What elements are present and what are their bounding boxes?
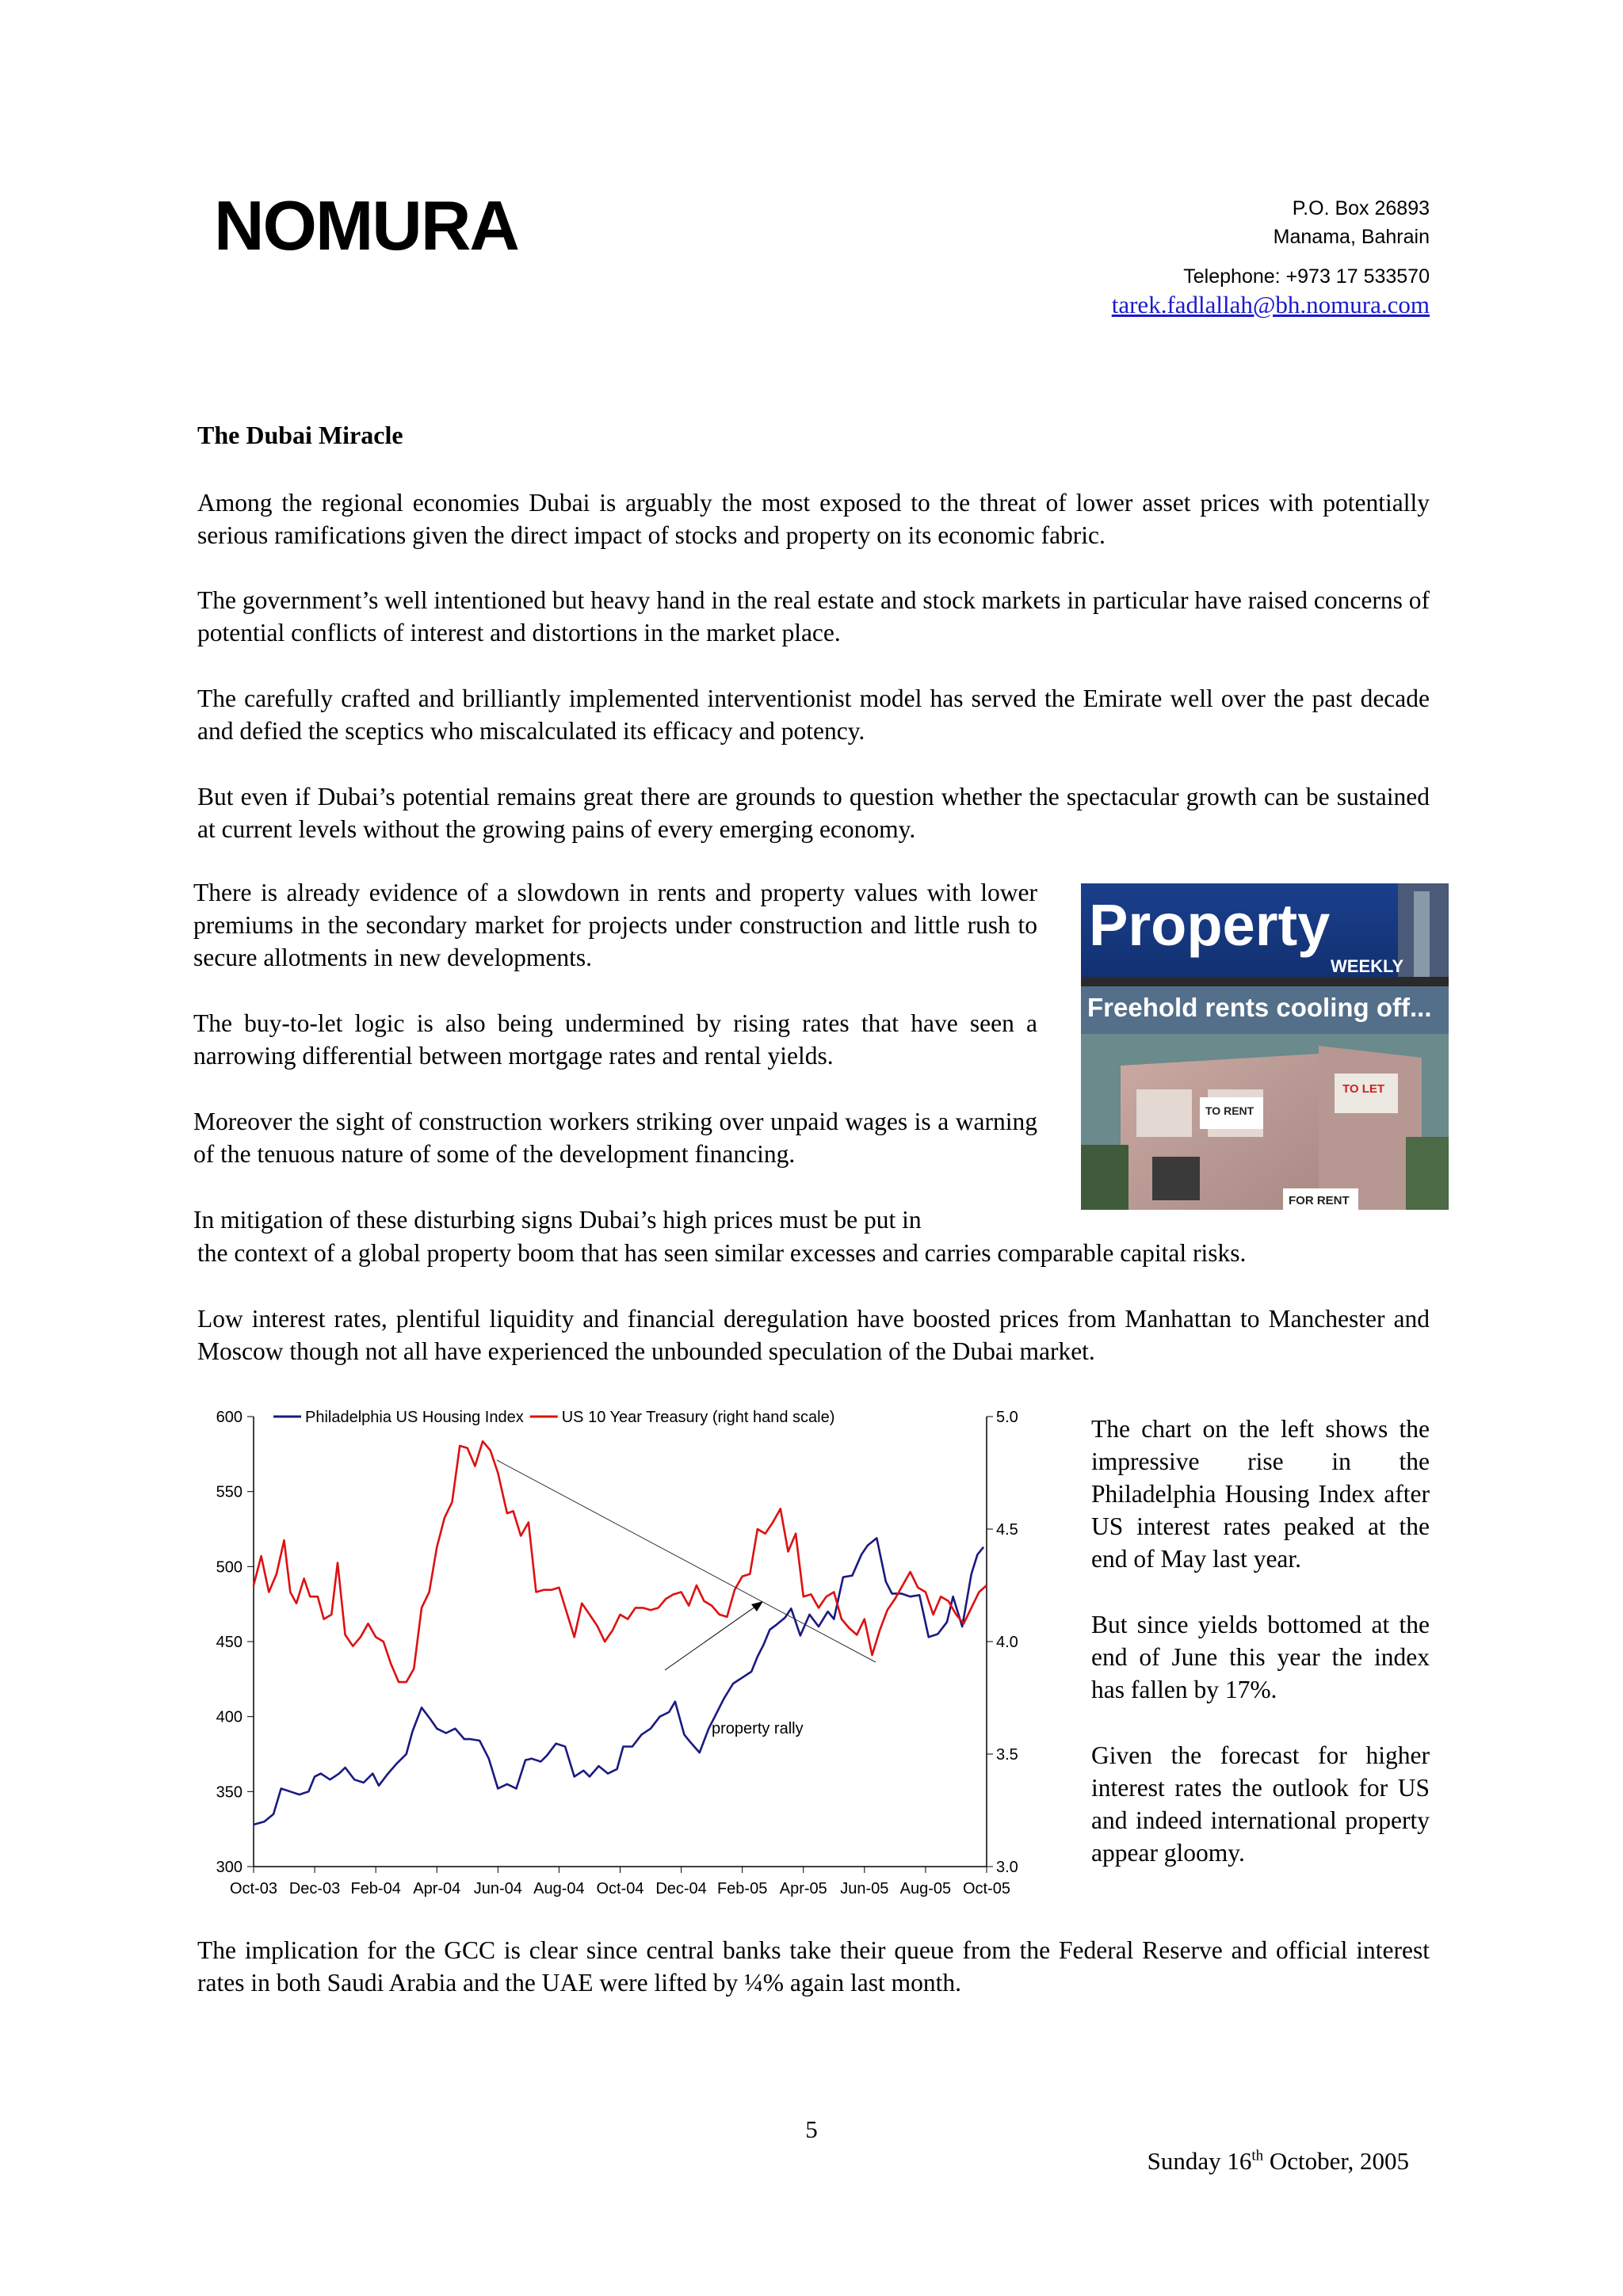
x-tick-label: Aug-05 [899,1880,952,1897]
property-rally-arrowhead [751,1601,763,1611]
series-line-2 [254,1441,987,1682]
paragraph-1: Among the regional economies Dubai is arguably the most exposed to the threat of lower asset prices with potentially serious ramifications given the direct impact of stocks and property on its economic fabric. [197,489,1430,549]
left-tick-label: 500 [216,1558,242,1577]
x-tick-label: Oct-04 [596,1880,644,1897]
paragraph-3: The carefully crafted and brilliantly implemented interventionist model has served the Emirate well over the past decade and defied the sceptics who miscalculated its efficacy and potency. [197,685,1430,745]
address-line-2: Manama, Bahrain [1273,226,1430,248]
right-tick-label: 4.0 [996,1634,1018,1651]
masthead-text: Property [1089,892,1331,958]
x-tick-label: Jun-05 [840,1880,889,1897]
chart-commentary-3: Given the forecast for higher interest rates the outlook for US and indeed international property appear gloomy. [1091,1741,1430,1867]
left-tick-label: 600 [216,1409,242,1426]
series-line-1 [254,1538,983,1825]
sign-to-let: TO LET [1342,1082,1385,1096]
telephone: Telephone: +973 17 533570 [1183,265,1430,288]
x-tick-label: Jun-04 [473,1880,522,1897]
right-tick-label: 3.5 [996,1746,1018,1764]
x-tick-label: Apr-04 [413,1880,461,1897]
x-tick-label: Apr-05 [779,1880,827,1897]
paragraph-8-end: the context of a global property boom that has seen similar excesses and carries comparable capital risks. [197,1239,1247,1267]
right-tick-label: 3.0 [996,1859,1018,1876]
address-line-1: P.O. Box 26893 [1292,197,1430,219]
contact-block [1112,194,1430,321]
x-tick-label: Dec-03 [288,1880,341,1897]
paragraph-8-start: In mitigation of these disturbing signs Dubai’s high prices must be put in [193,1206,922,1234]
sign-for-rent: FOR RENT [1289,1194,1350,1207]
report-date: Sunday 16th October, 2005 [1147,2147,1409,2175]
left-tick-label: 550 [216,1483,242,1501]
right-tick-label: 5.0 [996,1409,1018,1426]
x-tick-label: Feb-05 [716,1880,768,1897]
housing-treasury-chart [198,1401,1038,1916]
email-link[interactable]: tarek.fadlallah@bh.nomura.com [1111,291,1430,318]
property-rally-arrow [665,1603,761,1670]
x-tick-label: Oct-05 [962,1880,1011,1897]
left-tick-label: 450 [216,1634,242,1651]
paragraph-10: The implication for the GCC is clear since central banks take their queue from the Federal Reserve and official interest rates in both Saudi Arabia and the UAE were lifted by ¼% again last month. [197,1936,1430,1997]
property-rally-label: property rally [712,1720,804,1737]
left-tick-label: 350 [216,1783,242,1802]
chart-commentary-1: The chart on the left shows the impressive rise in the Philadelphia Housing Index after US interest rates peaked at the end of May last year. [1091,1415,1430,1573]
paragraph-7: Moreover the sight of construction workers striking over unpaid wages is a warning of the tenuous nature of some of the development financing. [193,1108,1037,1168]
x-tick-label: Aug-04 [533,1880,585,1897]
article-title: The Dubai Miracle [197,421,403,449]
paragraph-5: There is already evidence of a slowdown in rents and property values with lower premiums in the secondary market for projects under construction and little rush to secure allotments in new developments. [193,879,1037,971]
legend-label-1: Philadelphia US Housing Index [305,1409,524,1426]
x-tick-label: Oct-03 [229,1880,278,1897]
left-tick-label: 400 [216,1708,242,1726]
paragraph-9: Low interest rates, plentiful liquidity and financial deregulation have boosted prices from Manhattan to Manchester and Moscow though not all have experienced the unbounded speculation of the Dubai market. [197,1305,1430,1365]
x-tick-label: Feb-04 [350,1880,401,1897]
cover-headline: Freehold rents cooling off... [1087,993,1432,1022]
chart-commentary-2: But since yields bottomed at the end of June this year the index has fallen by 17%. [1091,1611,1430,1703]
paragraph-2: The government’s well intentioned but heavy hand in the real estate and stock markets in particular have raised concerns of potential conflicts of interest and distortions in the market place. [197,586,1430,646]
right-tick-label: 4.5 [996,1521,1018,1539]
left-tick-label: 300 [216,1859,242,1876]
page-number: 5 [805,2115,818,2143]
trend-line [497,1460,876,1662]
sign-to-rent: TO RENT [1205,1104,1254,1117]
x-tick-label: Dec-04 [655,1880,707,1897]
legend-label-2: US 10 Year Treasury (right hand scale) [561,1409,835,1426]
paragraph-4: But even if Dubai’s potential remains great there are grounds to question whether the spectacular growth can be sustained at current levels without the growing pains of every emerging economy. [197,783,1430,843]
magazine-cover-image [1081,883,1449,1210]
masthead-subhead: WEEKLY [1331,956,1404,976]
nomura-logo: NOMURA [214,186,518,265]
paragraph-6: The buy-to-let logic is also being undermined by rising rates that have seen a narrowing differential between mortgage rates and rental yields. [193,1009,1037,1070]
